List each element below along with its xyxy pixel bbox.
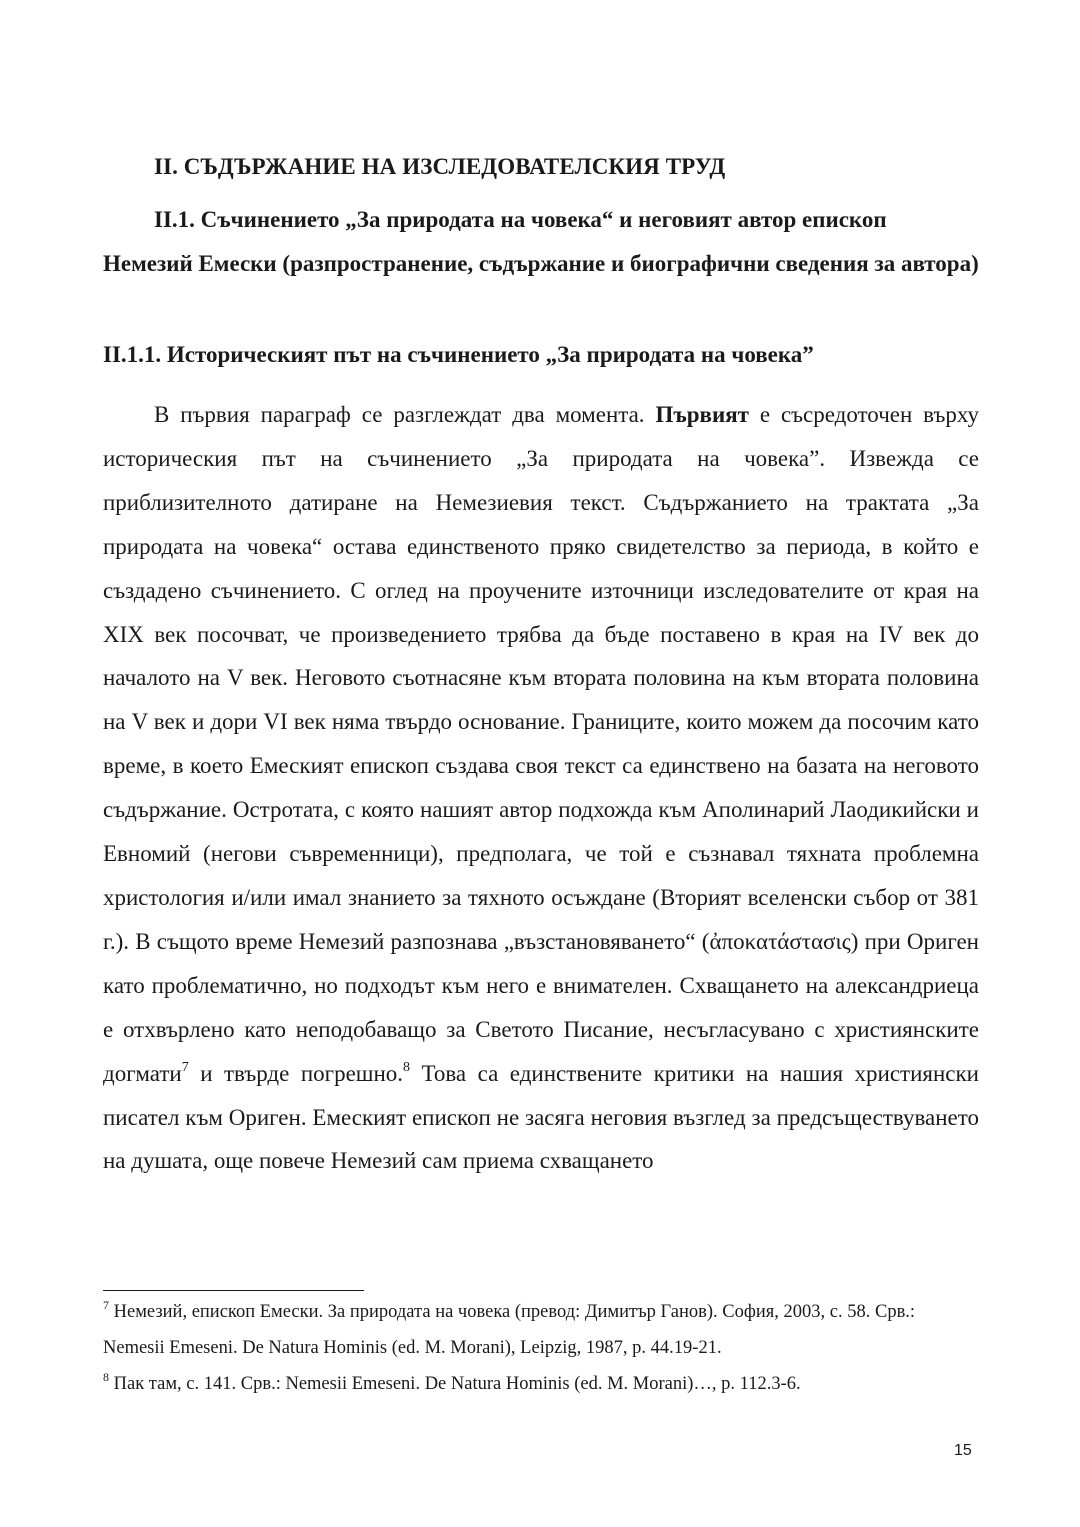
footnote-number: 7	[103, 1298, 109, 1312]
main-heading: II. СЪДЪРЖАНИЕ НА ИЗСЛЕДОВАТЕЛСКИЯ ТРУД	[154, 154, 726, 179]
body-paragraph	[103, 393, 979, 1183]
paragraph-text-c: Това са единствените критики на нашия християнски писател към Ориген. Емеският епископ не засяга неговия възглед за предсъществуването на душата, още повече Немезий сам приема схващането	[103, 1060, 979, 1174]
footnote-8	[103, 1366, 979, 1402]
paragraph-intro: В първия параграф се разглеждат два момента.	[154, 402, 656, 427]
section-heading: II.1. Съчинението „За природата на човека“ и неговият автор епископ Немезий Емески (разпространение, съдържание и биографични сведения за автора)	[103, 207, 979, 276]
footnote-separator	[103, 1290, 364, 1291]
footnote-text: Пак там, с. 141. Срв.: Nemesii Emeseni. De Natura Hominis (ed. M. Morani)…, p. 112.3-6.	[109, 1374, 801, 1394]
page-number: 15	[954, 1442, 972, 1459]
footnote-number: 8	[103, 1370, 109, 1384]
paragraph-bold-word: Първият	[655, 402, 749, 427]
footnote-ref-8[interactable]: 8	[403, 1059, 411, 1075]
footnote-ref-7[interactable]: 7	[181, 1059, 189, 1075]
footnote-text: Немезий, епископ Емески. За природата на човека (превод: Димитър Ганов). София, 2003, с. 58. Срв.: Nemesii Emeseni. De Natura Hominis (ed. M. Morani), Leipzig, 1987, p. 44.19-21.	[103, 1302, 916, 1358]
subsection-heading: II.1.1. Историческият път на съчинението „За природата на човека”	[103, 342, 814, 367]
paragraph-text-a: е съсредоточен върху историческия път на съчинението „За природата на човека”. Извежда се приблизителното датиране на Немезиевия текст. Съдържанието на трактата „За природата на човека“ остава единственото пряко свидетелство за периода, в който е създадено съчинението. С оглед на проучените източници изследователите от края на XIX век посочват, че произведението трябва да бъде поставено в края на IV век до началото на V век. Неговото съотнасяне към втората половина на към втората половина на V век и дори VI век няма твърдо основание. Границите, които можем да посочим като време, в което Емеският епископ създава своя текст са единствено на базата на неговото съдържание. Остротата, с която нашият автор подхожда към Аполинарий Лаодикийски и Евномий (негови съвременници), предполага, че той е съзнавал тяхната проблемна христология и/или имал знанието за тяхното осъждане (Вторият вселенски събор от 381 г.). В същото време Немезий разпознава „възстановяването“ (ἀποκατάστασις) при Ориген като проблематично, но подходът към него е внимателен. Схващането на александриеца е отхвърлено като неподобаващо за Светото Писание, несъгласувано с християнските догмати	[103, 402, 979, 1086]
paragraph-text-b: и твърде погрешно.	[188, 1060, 404, 1086]
footnote-7	[103, 1294, 979, 1366]
